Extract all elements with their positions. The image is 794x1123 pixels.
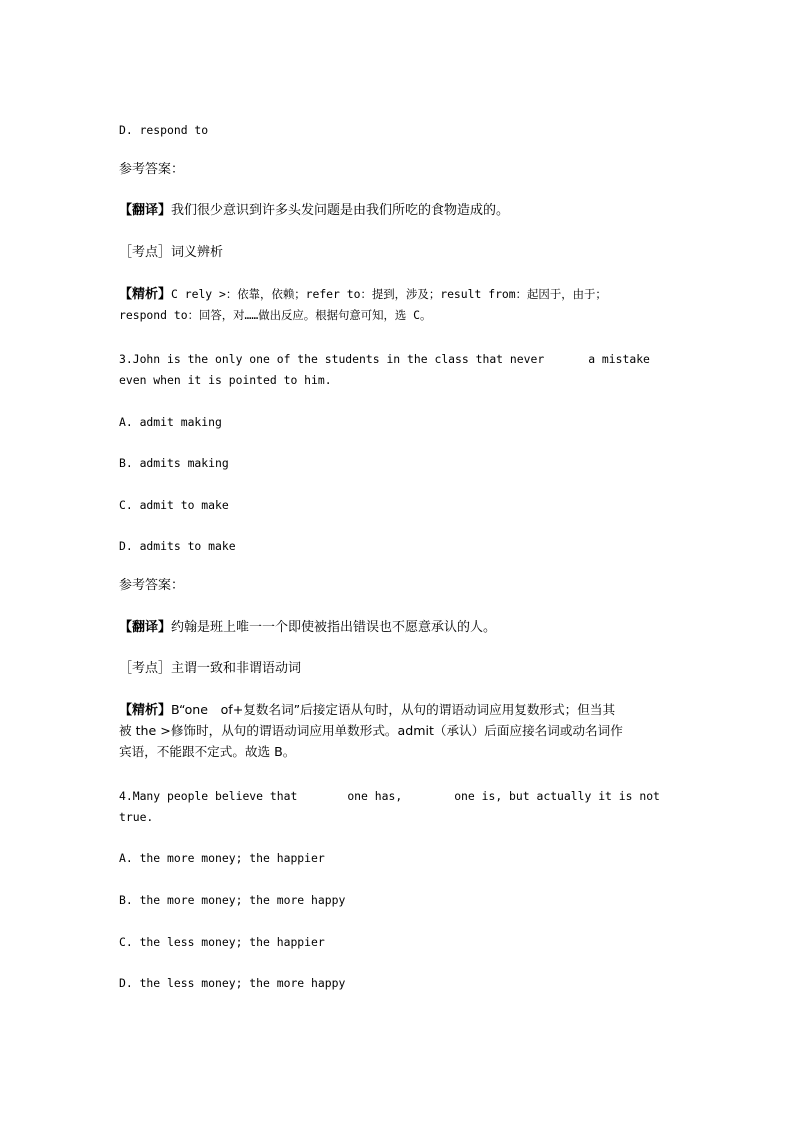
q4-stem-part3: one is, but actually it is not [454, 789, 660, 803]
q2-translation-tag: 【翻译】 [119, 203, 172, 218]
q3-translation [119, 619, 496, 636]
q4-option-d: D. the less money; the more happy [119, 976, 346, 990]
q2-translation [119, 202, 509, 219]
q3-option-c: C. admit to make [119, 498, 229, 512]
q3-analysis-text3: 宾语，不能跟不定式。故选 B。 [119, 744, 296, 759]
q4-option-a: A. the more money; the happier [119, 851, 325, 865]
q3-stem-part2: a mistake [588, 352, 650, 366]
q3-analysis-text1: B“one of+复数名词”后接定语从句时，从句的谓语动词应用复数形式；但当其 [171, 702, 616, 717]
q3-analysis-tag: 【精析】 [119, 703, 172, 718]
q4-stem-line2: true. [119, 810, 154, 824]
q3-answer-label: 参考答案： [119, 578, 185, 593]
q2-analysis-tag: 【精析】 [119, 287, 172, 302]
q4-stem-part2: one has, [347, 789, 403, 803]
q2-analysis-text1: C rely >：依靠，依赖；refer to：提到，涉及；result from：起因于，由于； [171, 287, 607, 301]
q3-analysis-text2: 被 the >修饰时，从句的谓语动词应用单数形式。admit（承认）后面应接名词或动名词作 [119, 723, 623, 738]
q3-option-b: B. admits making [119, 456, 229, 470]
document-page [119, 0, 675, 1123]
q3-translation-text: 约翰是班上唯一一个即使被指出错误也不愿意承认的人。 [171, 620, 497, 635]
q2-analysis-line1 [119, 286, 607, 303]
q2-analysis-line2 [119, 307, 431, 323]
q2-option-d: D. respond to [119, 123, 209, 137]
q3-stem-part1: 3.John is the only one of the students in the class that never [119, 352, 545, 366]
q4-stem-part1: 4.Many people believe that [119, 789, 298, 803]
q2-point-label: ［考点］词义辨析 [119, 245, 224, 260]
q3-point-label: ［考点］主谓一致和非谓语动词 [119, 661, 302, 676]
q3-stem-line2: even when it is pointed to him. [119, 373, 332, 387]
q2-translation-text: 我们很少意识到许多头发问题是由我们所吃的食物造成的。 [171, 203, 510, 218]
q2-analysis-text2: respond to：回答，对……做出反应。根据句意可知，选 C。 [119, 308, 432, 322]
q3-translation-tag: 【翻译】 [119, 620, 172, 635]
q3-option-a: A. admit making [119, 415, 222, 429]
q3-analysis-line2 [119, 723, 623, 739]
q3-analysis-line1 [119, 702, 615, 719]
q3-stem-line1 [119, 351, 675, 367]
q3-option-d: D. admits to make [119, 539, 236, 553]
q3-analysis-line3 [119, 744, 295, 760]
q4-option-c: C. the less money; the happier [119, 935, 325, 949]
q4-stem-line1 [119, 788, 675, 804]
q2-answer-label: 参考答案： [119, 162, 185, 177]
q4-option-b: B. the more money; the more happy [119, 893, 346, 907]
